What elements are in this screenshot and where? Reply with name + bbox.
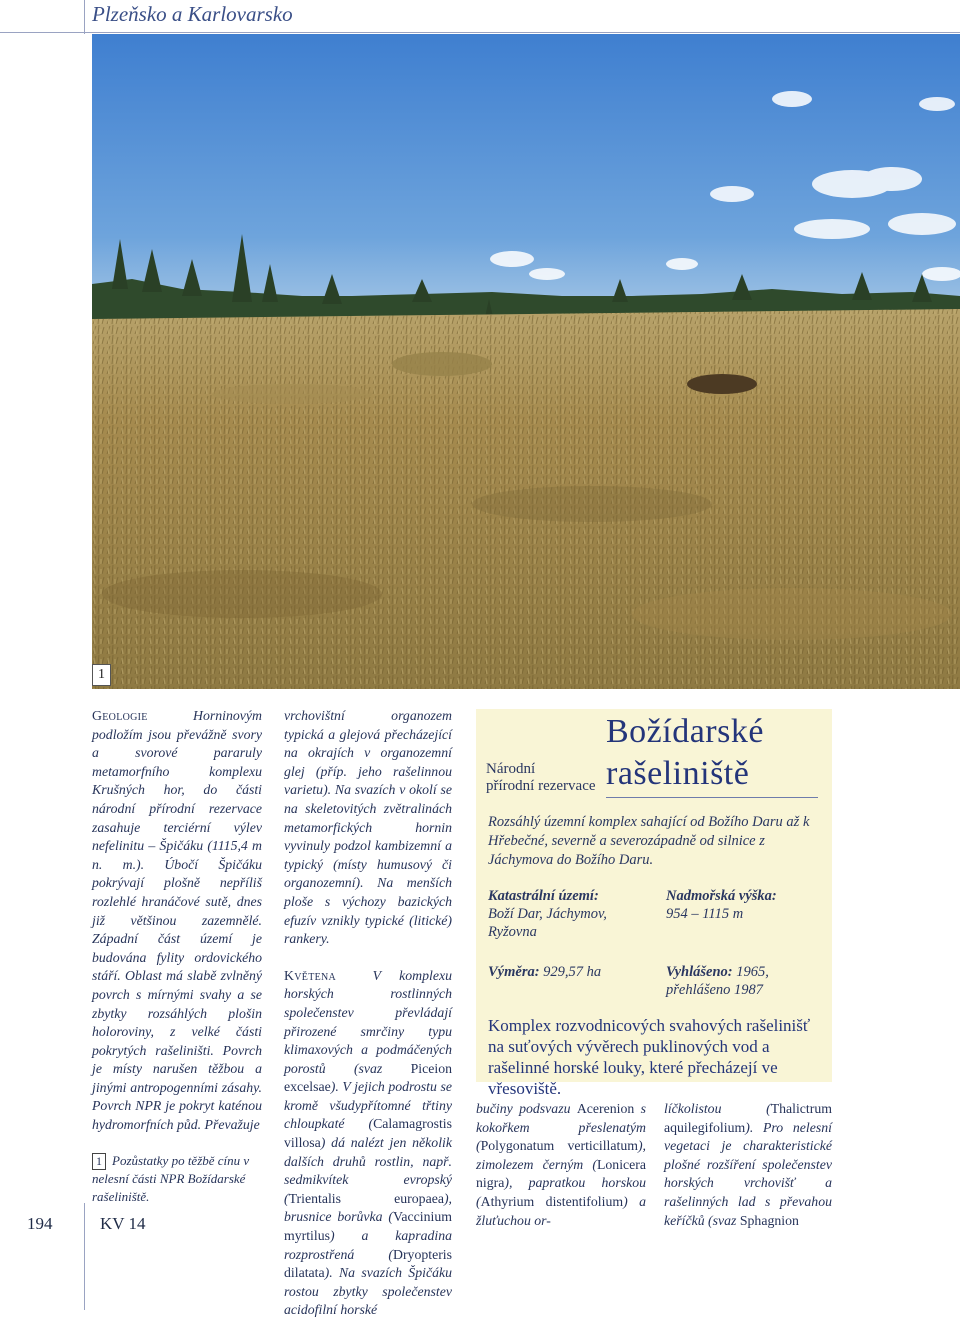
redeclared-value: přehlášeno 1987 <box>666 982 764 998</box>
cadastral-value: Boží Dar, Jáchymov, Ryžovna <box>488 906 607 940</box>
latin-piceion: Piceion excelsae <box>284 1060 452 1095</box>
declared-value: 1965, <box>736 964 769 980</box>
col3-text-5: ) a žluťuchou or- <box>476 1193 646 1228</box>
reserve-name-line2: rašeliniště <box>606 755 750 792</box>
latin-athyrium: Athyrium distentifolium <box>480 1193 624 1209</box>
col3-text-1: bučiny podsvazu <box>476 1101 571 1116</box>
flora-text-a2: ) dá nalézt jen několik dalších druhů rostlin, např. sedmikvítek evropský ( <box>284 1135 452 1206</box>
reserve-type-line1: Národní <box>486 761 536 777</box>
altitude-label: Nadmořská výška: <box>666 888 777 904</box>
latin-trientalis: Trientalis europaea <box>288 1190 444 1206</box>
flora-text-a1: ). V jejich podrostu se kromě všudypřítomné třtiny chloupkaté ( <box>284 1079 452 1132</box>
flora-text-a4: ) a kapradina rozprostřená ( <box>284 1228 452 1262</box>
reserve-name-rule <box>606 797 818 798</box>
cadastral-label: Katastrální území: <box>488 888 599 904</box>
header-bar <box>0 0 960 34</box>
flora-heading: Květena <box>284 967 337 983</box>
page-number: 194 <box>27 1214 53 1233</box>
reserve-description: Rozsáhlý územní komplex sahající od Božího Daru až k Hřebečné, severně a severozápadně od silnice z Jáchymova do Božího Daru. <box>488 814 810 868</box>
caption-text: Pozůstatky po těžbě cínu v nelesní části NPR Božídarské rašeliniště. <box>92 1153 250 1204</box>
reserve-type-line2: přírodní rezervace <box>486 778 596 794</box>
col3-text-3: ), zimolezem černým ( <box>476 1138 646 1172</box>
latin-calamagrostis: Calamagrostis villosa <box>284 1116 452 1151</box>
geology-heading: Geologie <box>92 708 148 723</box>
caption-number: 1 <box>92 1153 106 1170</box>
reserve-name-line1: Božídarské <box>606 713 764 750</box>
flora-column-4 <box>664 1100 832 1230</box>
soil-text: vrchovištní organozem typická a glejová přecházející na okrajích v organozemní glej (příp. jeho rašelinnou varietu). Na svazích v okolí se na skeletovitých zvětralinách metamorfických hornin vyvinuly podzol kambizemní a typický (místy humusový či organozemní). Na menších ploše s výchozy bazických efuzív vznikly typické (litické) rankery. <box>284 708 452 947</box>
geology-column <box>92 707 262 1135</box>
latin-dryopteris: Dryopteris dilatata <box>284 1246 452 1281</box>
latin-acerenion: Acerenion <box>576 1101 635 1116</box>
latin-polygonatum: Polygonatum verticillatum <box>480 1138 638 1154</box>
geology-text: podložím jsou převážně svory a svorové pararuly metamorfního komplexu Krušných hor, do části národní přírodní rezervace zasahuje terciérní výlev nefelinitu – Špičáku (1115,4 m n. m.). Úbočí Špičáku pokrývají plošně nepříliš rozlehlé hranáčové sutě, dnes již většinou zazemnělé. Západní část území je budována fylity ordovického stáří. Oblast má slabě zvlněný povrch s mírnými svahy a se zbytky rozsáhlých plošin holoroviny, z velké části pokrytých rašeliništi. Povrch je místy narušen těžbou a jinými antropogenními zásahy. Povrch NPR je pokryt katénou hydromorfních půd. Převažuje <box>92 726 262 1133</box>
photo-number-marker: 1 <box>92 664 111 686</box>
journal-issue: KV 14 <box>100 1214 146 1233</box>
header-rule <box>0 32 960 33</box>
col3-text-4: ), papratkou horskou ( <box>476 1175 646 1209</box>
reserve-info-box <box>476 709 832 1098</box>
flora-lead: V komplexu horských rostlinných společenstev převládají přirozené smrčiny typu klimaxových a podmáčených porostů (svaz <box>284 967 452 1076</box>
landscape-photo <box>92 34 960 689</box>
section-title: Plzeňsko a Karlovarsko <box>92 2 293 26</box>
footer-divider <box>84 1203 85 1310</box>
col4-text-2: ). Pro nelesní vegetaci je charakteristické plošné rozšíření společenstev horských vrchovišť a rašelinných lad s převahou keříčků (svaz <box>664 1119 832 1228</box>
cadastral-field <box>488 887 648 941</box>
altitude-field <box>666 887 826 923</box>
reserve-type <box>486 761 596 795</box>
latin-sphagnion: Sphagnion <box>739 1212 799 1228</box>
latin-vaccinium: Vaccinium myrtilus <box>284 1209 452 1244</box>
photo-caption <box>92 1152 262 1205</box>
area-value: 929,57 ha <box>543 964 602 980</box>
header-divider <box>84 0 85 34</box>
area-label: Výměra: <box>488 964 540 980</box>
col4-text-1: líčkolistou ( <box>664 1101 771 1116</box>
geology-heading-line <box>92 707 262 726</box>
latin-lonicera: Lonicera nigra <box>476 1156 646 1191</box>
flora-text-a5: ). Na svazích Špičáku rostou zbytky společenstev acidofilní horské <box>284 1265 452 1318</box>
geology-lead: Horninovým <box>193 708 262 723</box>
declared-label: Vyhlášeno: <box>666 964 733 980</box>
soil-flora-column <box>284 707 452 1320</box>
flora-text-a3: ), brusnice borůvka ( <box>284 1190 452 1225</box>
reserve-summary: Komplex rozvodnicových svahových rašelinišť na suťových vývěrech puklinových vod a rašelinné horské louky, které přecházejí ve vřesoviště. <box>488 1016 811 1098</box>
altitude-value: 954 – 1115 m <box>666 906 744 922</box>
latin-thalictrum: Thalictrum aquilegifolium <box>664 1101 832 1135</box>
area-field <box>488 963 658 981</box>
flora-column-3 <box>476 1100 646 1230</box>
declared-field <box>666 963 826 999</box>
col3-text-2: s kokořkem přeslenatým ( <box>476 1101 646 1154</box>
